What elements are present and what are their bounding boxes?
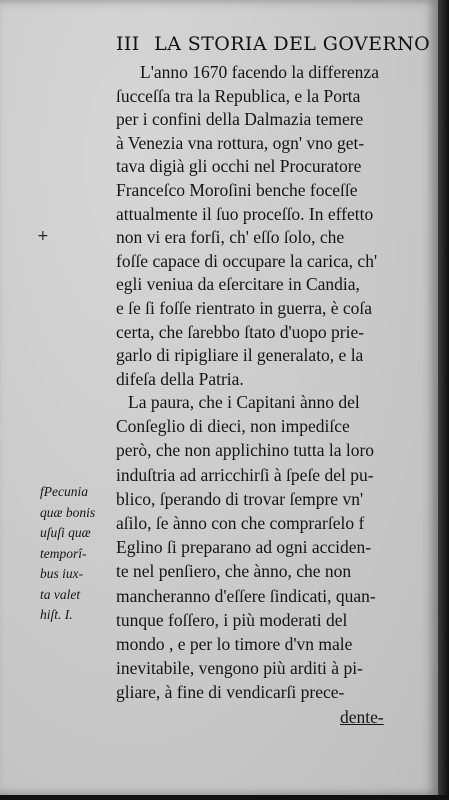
- text-line: tava digià gli occhi nel Procuratore: [116, 156, 362, 177]
- text-line: per i confini della Dalmazia temere: [116, 109, 364, 130]
- text-line: tunque foſſero, i più moderati del: [116, 609, 348, 630]
- text-line: però, che non applichino tutta la loro: [116, 440, 375, 461]
- text-line: blico, ſperando di trovar ſempre vn': [116, 488, 364, 509]
- text-line: certa, che ſarebbo ſtato d'uopo prie-: [116, 321, 365, 342]
- text-line: induſtria ad arricchirſi à ſpeſe del pu-: [116, 464, 374, 485]
- margin-note-line: bus iux-: [40, 566, 84, 581]
- margin-note-line: fPecunia: [40, 484, 88, 499]
- page-bottom-edge: [0, 795, 449, 800]
- margin-note-line: uſuſi quæ: [40, 525, 91, 540]
- margin-mark: +: [37, 228, 49, 244]
- text-line: gliare, à fine di vendicarſi prece-: [116, 682, 345, 703]
- text-line: foſſe capace di occupare la carica, ch': [116, 250, 378, 271]
- margin-note-line: hiſt. I.: [40, 607, 73, 622]
- margin-note-line: ta valet: [40, 586, 81, 602]
- page-number: III: [116, 33, 140, 55]
- text-line: Franceſco Moroſini benche foceſſe: [116, 180, 358, 200]
- margin-note-line: quæ bonis: [40, 504, 96, 520]
- running-title: LA STORIA DEL GOVERNO: [154, 33, 431, 55]
- margin-note-line: temporî-: [40, 545, 87, 561]
- book-spine-shadow: [438, 0, 449, 800]
- text-line: inevitabile, vengono più arditi à pi-: [116, 658, 363, 679]
- text-line: La paura, che i Capitani ànno del: [128, 392, 360, 412]
- text-line: non vi era forſi, ch' eſſo ſolo, che: [116, 227, 345, 248]
- text-line: Eglino ſi preparano ad ogni acciden-: [116, 537, 372, 558]
- text-line: difeſa della Patria.: [116, 368, 244, 389]
- text-line: L'anno 1670 facendo la differenza: [140, 62, 379, 82]
- text-line: egli veniua da eſercitare in Candia,: [116, 274, 360, 295]
- text-line: aſilo, ſe ànno con che comprarſelo f: [116, 513, 365, 533]
- text-line: attualmente il ſuo proceſſo. In effetto: [116, 203, 374, 224]
- text-line: mondo , e per lo timore d'vn male: [116, 634, 353, 654]
- text-line: à Venezia vna rottura, ogn' vno get-: [116, 132, 365, 153]
- text-line: e ſe ſi foſſe rientrato in guerra, è coſa: [116, 298, 373, 318]
- text-line: mancheranno d'eſſere ſindicati, quan-: [116, 585, 376, 606]
- running-header: [116, 33, 431, 55]
- text-line: dente-: [340, 706, 384, 727]
- text-line: ſucceſſa tra la Republica, e la Porta: [116, 85, 361, 106]
- text-line: garlo di ripigliare il generalato, e la: [116, 345, 364, 366]
- text-line: Conſeglio di dieci, non impediſce: [116, 416, 350, 437]
- text-line: te nel penſiero, che ànno, che non: [116, 561, 352, 582]
